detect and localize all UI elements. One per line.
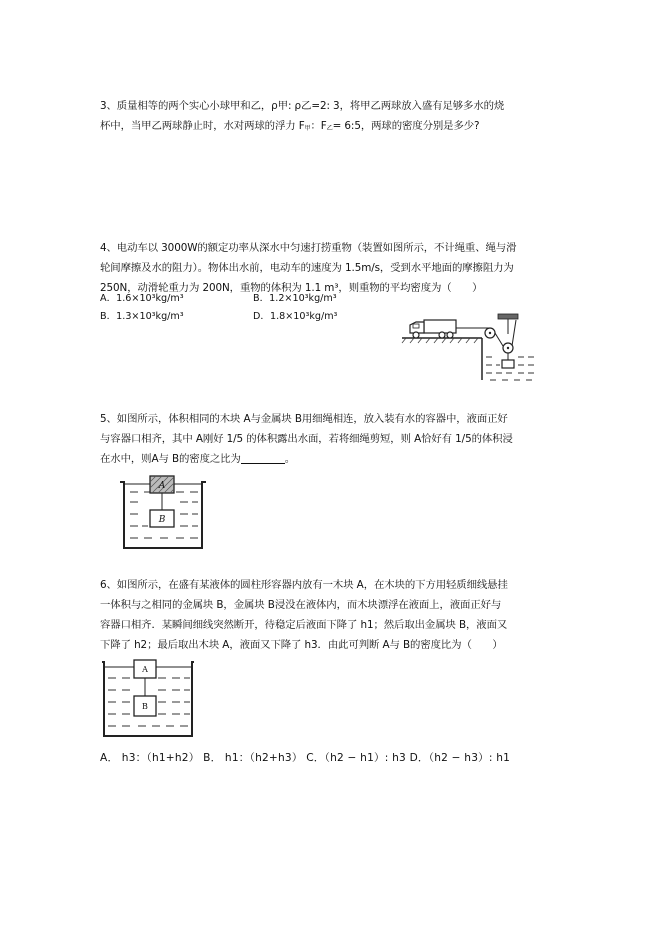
q5-label-a: A	[158, 481, 166, 491]
q4-option-a: A．1.6×10³kg/m³	[100, 293, 184, 304]
q6-line-1: 6、如图所示，在盛有某液体的圆柱形容器内放有一木块 A，在木块的下方用轻质细线悬挂	[100, 579, 508, 591]
q6-label-a: A	[142, 665, 148, 674]
q4-option-b: B．1.2×10³kg/m³	[253, 293, 337, 304]
q4-line-1: 4、电动车以 3000W的额定功率从深水中匀速打捞重物（装置如图所示，不计绳重、绳与滑	[100, 242, 517, 254]
q5-line-2: 与容器口相齐，其中 A刚好 1/5 的体积露出水面，若将细绳剪短，则 A恰好有 1/5的体积浸	[100, 433, 513, 445]
q5-label-b: B	[158, 515, 166, 525]
q4-line-2: 轮间摩擦及水的阻力）。物体出水前，电动车的速度为 1.5m/s，受到水平地面的摩擦阻力为	[100, 262, 514, 274]
q6-line-2: 一体积与之相同的金属块 B，金属块 B浸没在液体内，而木块漂浮在液面上，液面正好与	[100, 599, 502, 611]
q4-truck-pulley-figure	[400, 312, 550, 384]
q5-answer-blank[interactable]	[241, 453, 285, 464]
q6-answer-options: A． h3：（h1+h2） B． h1：（h2+h3） C．（h2 − h1）: h3 D．（h2 − h3）: h1	[100, 752, 511, 764]
q6-container-figure	[100, 658, 196, 740]
question-3	[100, 96, 565, 139]
question-6	[100, 575, 565, 655]
q4-option-c: B．1.3×10³kg/m³	[100, 311, 184, 322]
q6-line-3: 容器口相齐．某瞬间细线突然断开，待稳定后液面下降了 h1；然后取出金属块 B，液面又	[100, 619, 508, 631]
q5-line-1: 5、如图所示，体积相同的木块 A与金属块 B用细绳相连，放入装有水的容器中，液面正好	[100, 413, 508, 425]
q6-line-4: 下降了 h2；最后取出木块 A，液面又下降了 h3．由此可判断 A与 B的密度比为（ ）	[100, 639, 503, 651]
q3-line-1: 3、质量相等的两个实心小球甲和乙，ρ甲: ρ乙=2: 3，将甲乙两球放入盛有足够多水的烧	[100, 100, 505, 112]
q4-line-3: 250N，动滑轮重力为 200N，重物的体积为 1.1 m³，则重物的平均密度为（ ）	[100, 282, 483, 294]
q5-line-3: 在水中，则A与 B的密度之比为 。	[100, 453, 296, 465]
q5-container-figure	[118, 476, 210, 552]
q6-label-b: B	[142, 702, 148, 711]
question-5	[100, 409, 565, 469]
q3-line-2: 杯中，当甲乙两球静止时，水对两球的浮力 F甲：F乙= 6:5，两球的密度分别是多少?	[100, 120, 480, 132]
q4-option-d: D．1.8×10³kg/m³	[253, 311, 338, 322]
